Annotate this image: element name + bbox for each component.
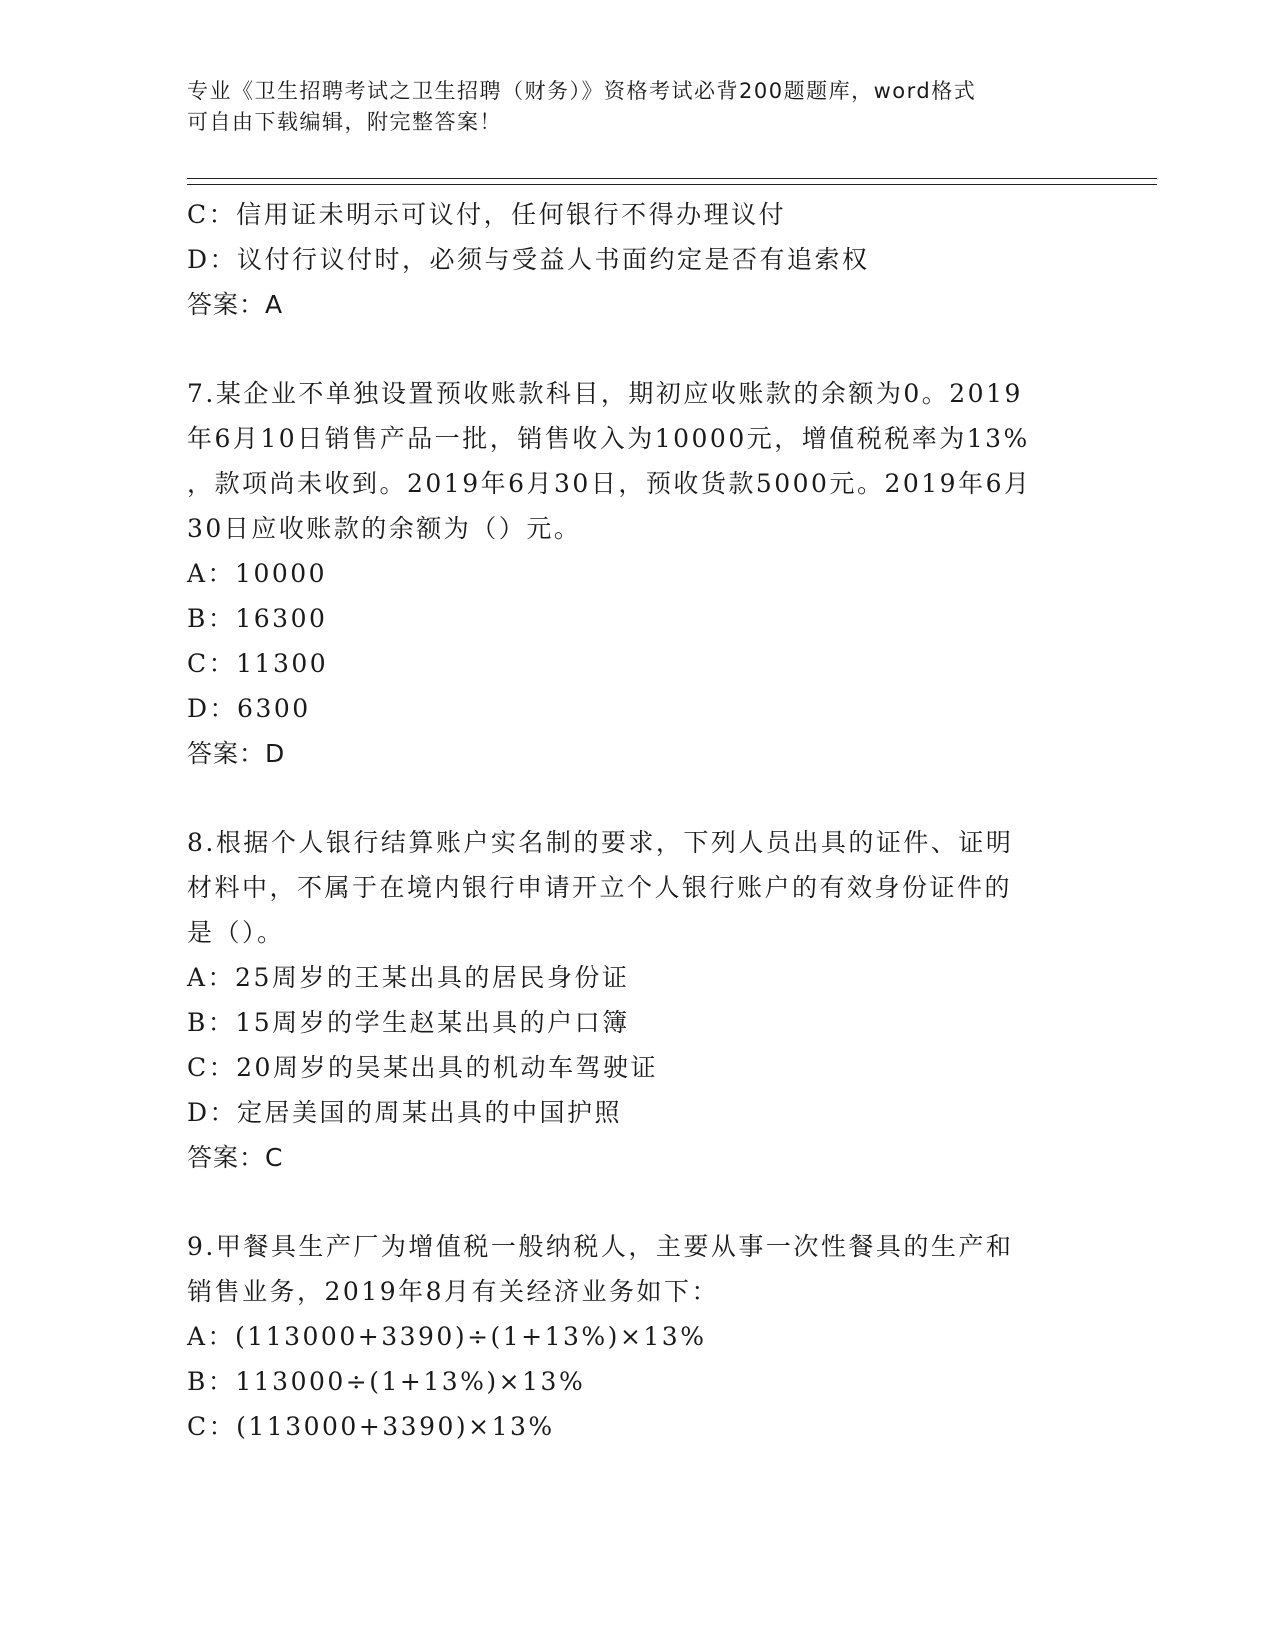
- question-7: [187, 371, 1067, 776]
- question-7-option-b: B：16300: [187, 604, 328, 633]
- question-7-option-d: D：6300: [187, 694, 311, 723]
- question-8-stem-line: 是（）。: [187, 918, 285, 947]
- document-header: [187, 76, 1067, 138]
- question-7-stem-line: 7.某企业不单独设置预收账款科目，期初应收账款的余额为0。2019: [187, 379, 1023, 408]
- question-7-stem-line: ，款项尚未收到。2019年6月30日，预收货款5000元。2019年6月: [187, 469, 1032, 498]
- question-9-stem-line: 销售业务，2019年8月有关经济业务如下：: [187, 1277, 720, 1306]
- question-7-option-c: C：11300: [187, 649, 329, 678]
- question-6-tail: [187, 192, 1067, 327]
- question-6-option-d: D：议付行议付时，必须与受益人书面约定是否有追索权: [187, 245, 870, 274]
- question-8-option-c: C：20周岁的吴某出具的机动车驾驶证: [187, 1053, 658, 1082]
- header-divider-bottom: [187, 184, 1157, 185]
- question-7-answer: 答案：D: [187, 739, 286, 768]
- question-7-stem-line: 30日应收账款的余额为（）元。: [187, 514, 582, 543]
- question-8-option-a: A：25周岁的王某出具的居民身份证: [187, 963, 630, 992]
- question-8-answer: 答案：C: [187, 1143, 284, 1172]
- question-9-option-c: C：(113000+3390)×13%: [187, 1412, 555, 1441]
- question-6-option-c: C：信用证未明示可议付，任何银行不得办理议付: [187, 200, 787, 229]
- header-title-line-1: 专业《卫生招聘考试之卫生招聘（财务）》资格考试必背200题题库，word格式: [187, 79, 977, 103]
- question-8-stem-line: 8.根据个人银行结算账户实名制的要求，下列人员出具的证件、证明: [187, 828, 1014, 857]
- question-8: [187, 820, 1067, 1180]
- question-8-stem-line: 材料中，不属于在境内银行申请开立个人银行账户的有效身份证件的: [187, 873, 1013, 902]
- header-title-line-2: 可自由下载编辑，附完整答案！: [187, 110, 502, 134]
- question-7-stem-line: 年6月10日销售产品一批，销售收入为10000元，增值税税率为13%: [187, 424, 1030, 453]
- question-6-answer: 答案：A: [187, 290, 284, 319]
- question-8-option-d: D：定居美国的周某出具的中国护照: [187, 1098, 623, 1127]
- question-9-stem-line: 9.甲餐具生产厂为增值税一般纳税人，主要从事一次性餐具的生产和: [187, 1232, 1014, 1261]
- question-9: [187, 1224, 1067, 1449]
- question-9-option-b: B：113000÷(1+13%)×13%: [187, 1367, 586, 1396]
- question-9-option-a: A：(113000+3390)÷(1+13%)×13%: [187, 1322, 707, 1351]
- question-list: [187, 192, 1067, 1449]
- question-8-option-b: B：15周岁的学生赵某出具的户口簿: [187, 1008, 630, 1037]
- question-7-option-a: A：10000: [187, 559, 328, 588]
- header-divider-top: [187, 178, 1157, 179]
